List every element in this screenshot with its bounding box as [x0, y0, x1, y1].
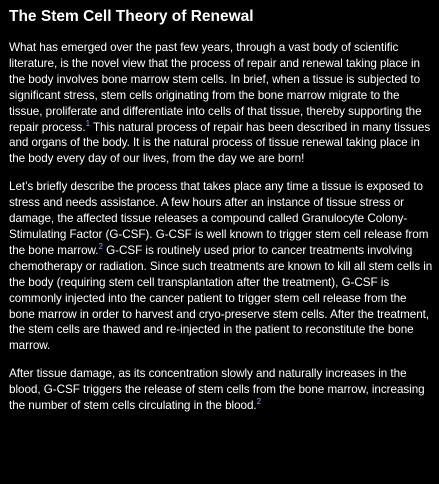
- paragraph-3: [9, 366, 435, 414]
- page-title: The Stem Cell Theory of Renewal: [9, 8, 254, 25]
- paragraph-1: [9, 40, 435, 167]
- article-body: [9, 40, 435, 426]
- paragraph-text: What has emerged over the past few years, through a vast body of scientific literature, is the novel view that the process of repair and renewal taking place in the body involves bone marrow stem cells. In brief, when a tissue is subjected to significant stress, stem cells originating from the bone marrow migrate to the tissue, proliferate and differentiate into cells of that tissue, thereby supporting the repair process.: [9, 41, 422, 134]
- paragraph-text: This natural process of repair has been described in many tissues and organs of the body. It is the natural process of tissue renewal taking place in the body every day of our lives, from the day we are born!: [9, 120, 431, 166]
- paragraph-2: [9, 179, 435, 354]
- footnote-reference[interactable]: 2: [98, 241, 103, 251]
- footnote-reference[interactable]: 2: [256, 397, 262, 407]
- paragraph-text: G-CSF is routinely used prior to cancer treatments involving chemotherapy or radiation. Since such treatments are known to kill all stem cells in the body (requiring stem cell transplantation after the treatment), G-CSF is commonly injected into the cancer patient to trigger stem cell release from the bone marrow in order to harvest and cryo-preserve stem cells. After the treatment, the stem cells are thawed and re-injected in the patient to reconstitute the bone marrow.: [9, 243, 433, 353]
- footnote-reference[interactable]: 1: [85, 118, 90, 128]
- paragraph-text: Let’s briefly describe the process that takes place any time a tissue is exposed to stress and needs assistance. A few hours after an instance of tissue stress or damage, the affected tissue releases a compound called Granulocyte Colony-Stimulating Factor (G-CSF). G-CSF is well known to trigger stem cell release from the bone marrow.: [9, 180, 429, 257]
- paragraph-text: After tissue damage, as its concentration slowly and naturally increases in the blood, G-CSF triggers the release of stem cells from the bone marrow, increasing the number of stem cells circulating in the blood.: [9, 367, 425, 413]
